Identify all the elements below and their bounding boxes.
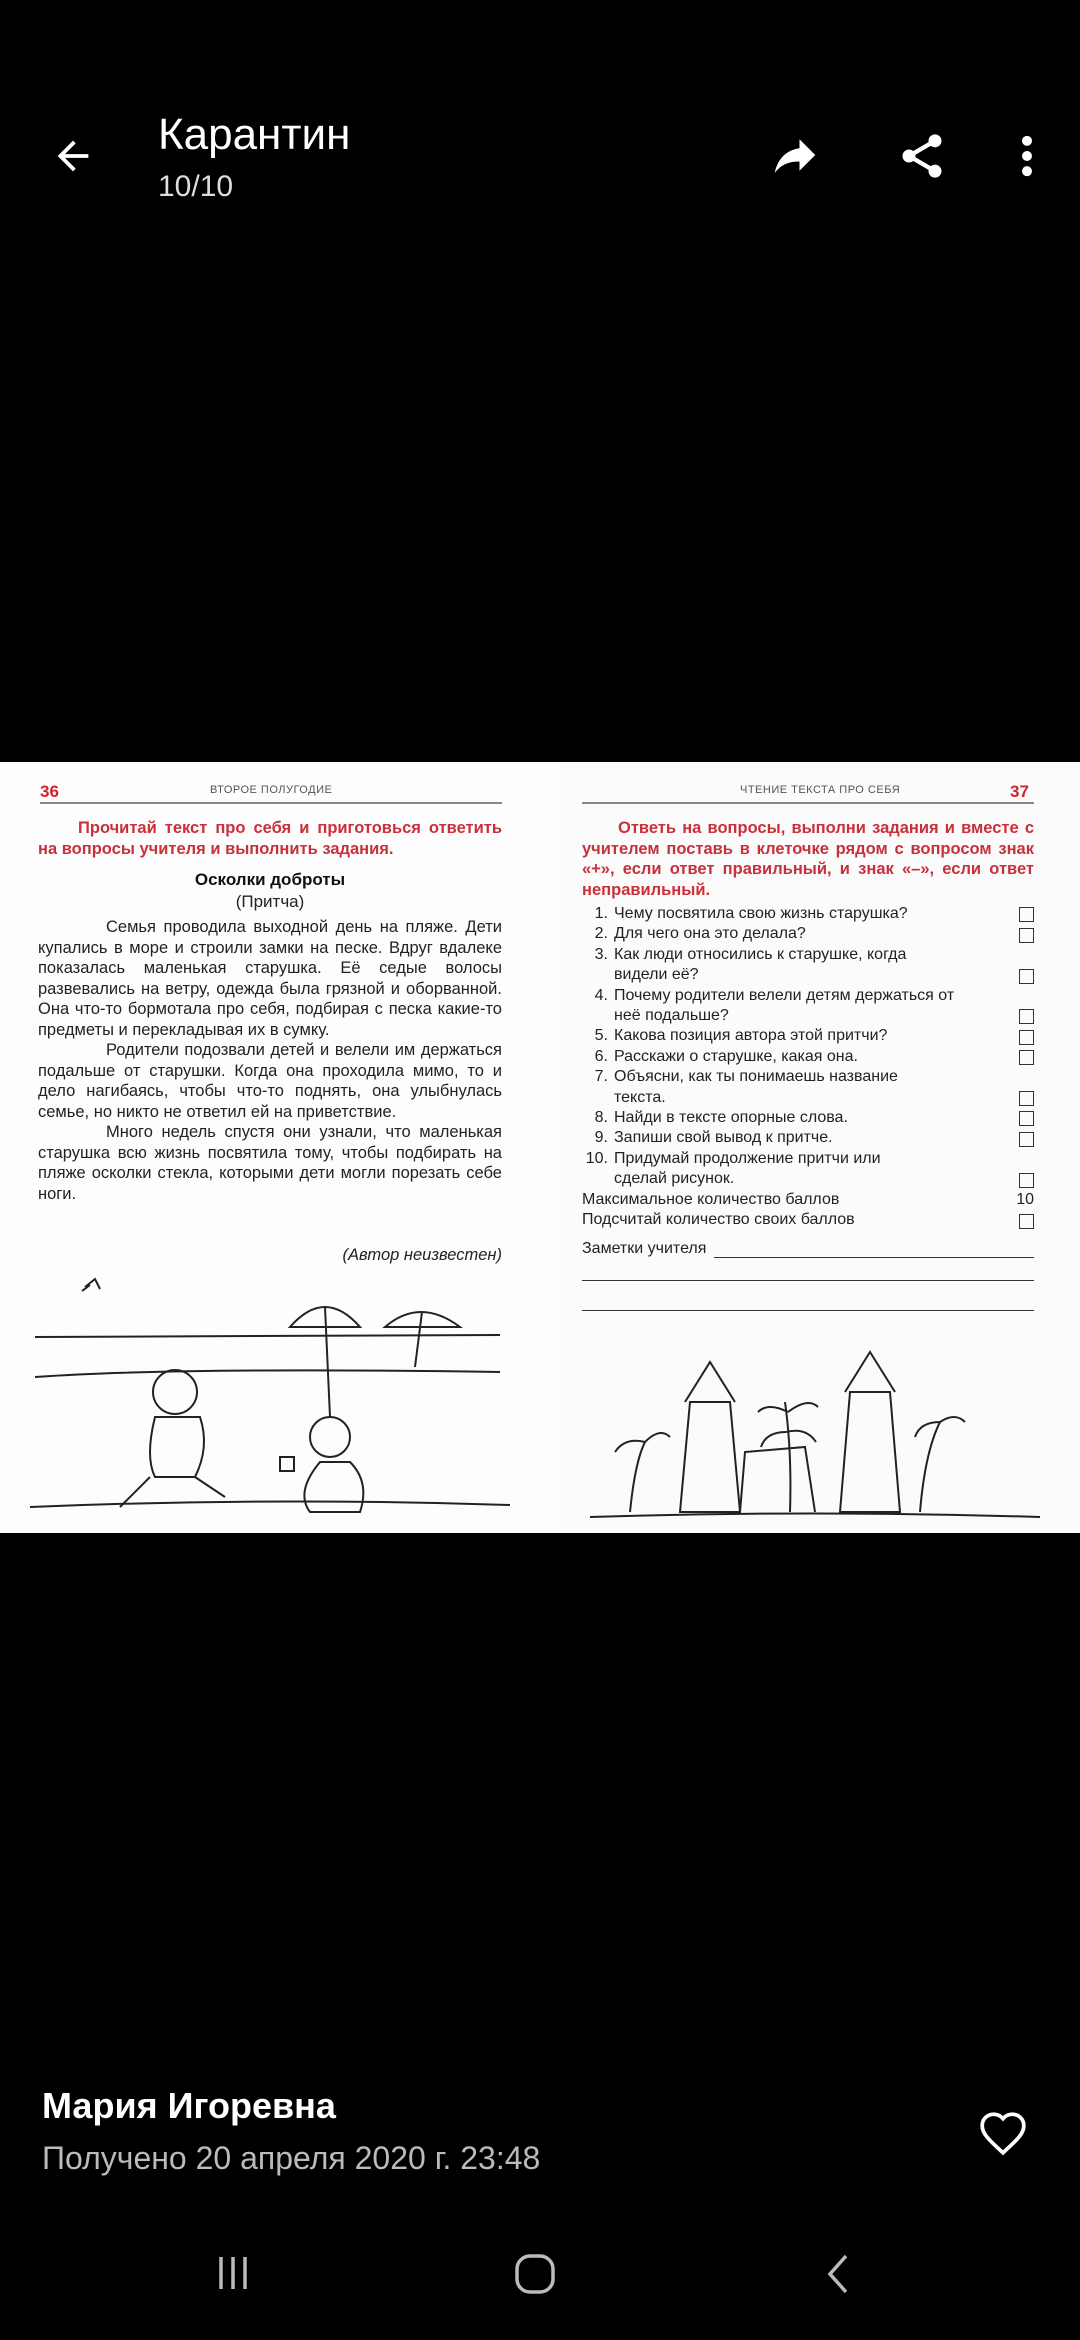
checkbox[interactable]: [1019, 1050, 1034, 1065]
question-item: 6. Расскажи о старушке, какая она.: [582, 1047, 1034, 1067]
sender-name: Мария Игоревна: [42, 2085, 336, 2126]
question-item: 5. Какова позиция автора этой притчи?: [582, 1026, 1034, 1046]
paragraph: Родители подозвали детей и велели им держаться подальше от старушки. Когда она проходила мимо, то и дело нагибаясь, чтобы что-то поднять, она улыбнулась семье, но никто не ответил ей на приветствие.: [38, 1041, 502, 1121]
checkbox[interactable]: [1019, 1173, 1034, 1188]
left-page: [0, 762, 540, 1533]
notes-line: [582, 1310, 1034, 1311]
question-item: 10. Придумай продолжение притчи или сделай рисунок.: [582, 1149, 1034, 1190]
instruction: Прочитай текст про себя и приготовься ответить на вопросы учителя и выполнить задания.: [38, 819, 502, 858]
share-icon[interactable]: [896, 130, 948, 182]
checkbox[interactable]: [1019, 907, 1034, 922]
page-number: 37: [1010, 782, 1029, 801]
instruction: Ответь на вопросы, выполни задания и вместе с учителем поставь в клеточке рядом с вопросом знак «+», если ответ правильный, и знак «–», если ответ неправильный.: [582, 819, 1034, 899]
checkbox[interactable]: [1019, 1091, 1034, 1106]
question-item: 7. Объясни, как ты понимаешь название текста.: [582, 1067, 1034, 1108]
story-title: Осколки доброты: [194, 870, 346, 889]
sandcastle-illustration: [590, 1322, 1040, 1522]
own-score-row: Подсчитай количество своих баллов: [582, 1210, 1034, 1230]
question-item: 9. Запиши свой вывод к притче.: [582, 1128, 1034, 1148]
checkbox[interactable]: [1019, 969, 1034, 984]
question-item: 2. Для чего она это делала?: [582, 924, 1034, 944]
album-title: Карантин: [158, 110, 351, 159]
checkbox[interactable]: [1019, 1214, 1034, 1229]
paragraph: Семья проводила выходной день на пляже. Дети купались в море и строили замки на песке. Вдруг вдалеке показалась маленькая старушка. Её седые волосы развевались на ветру, одежда была грязной и оборванной. Она что-то бормотала про себя, подбирая с песка какие-то предметы и перекладывая их в сумку.: [38, 918, 502, 1039]
question-item: 1. Чему посвятила свою жизнь старушка?: [582, 904, 1034, 924]
back-arrow-icon[interactable]: [50, 133, 96, 179]
home-icon[interactable]: [513, 2252, 557, 2296]
right-page: [560, 762, 1080, 1533]
story-subtitle: (Притча): [235, 892, 305, 911]
divider: [582, 802, 1034, 804]
story-text: [38, 917, 502, 1204]
received-timestamp: Получено 20 апреля 2020 г. 23:48: [42, 2140, 541, 2176]
question-item: 3. Как люди относились к старушке, когда видели её?: [582, 945, 1034, 986]
checkbox[interactable]: [1019, 1111, 1034, 1126]
checkbox[interactable]: [1019, 928, 1034, 943]
forward-icon[interactable]: [765, 128, 825, 182]
more-vert-icon[interactable]: [1010, 130, 1044, 182]
heart-icon[interactable]: [978, 2110, 1028, 2156]
paragraph: Много недель спустя они узнали, что маленькая старушка всю жизнь посвятила тому, чтобы подбирать на пляже осколки стекла, которыми дети могли порезать себе ноги.: [38, 1123, 502, 1203]
max-score: 10: [1016, 1190, 1034, 1208]
question-item: 4. Почему родители велели детям держаться от неё подальше?: [582, 986, 1034, 1027]
author: (Автор неизвестен): [342, 1246, 502, 1264]
question-list: [582, 904, 1034, 1231]
recent-apps-icon[interactable]: [213, 2253, 253, 2293]
running-head: ВТОРОЕ ПОЛУГОДИЕ: [210, 784, 333, 796]
nav-back-icon[interactable]: [822, 2252, 852, 2296]
image-counter: 10/10: [158, 170, 234, 203]
divider: [40, 802, 502, 804]
page-number: 36: [40, 782, 59, 801]
beach-illustration: [30, 1267, 510, 1517]
running-head: ЧТЕНИЕ ТЕКСТА ПРО СЕБЯ: [740, 784, 901, 796]
photo-textbook-spread[interactable]: [0, 762, 1080, 1533]
checkbox[interactable]: [1019, 1030, 1034, 1045]
checkbox[interactable]: [1019, 1132, 1034, 1147]
checkbox[interactable]: [1019, 1009, 1034, 1024]
max-score-row: Максимальное количество баллов 10: [582, 1190, 1034, 1210]
notes-line: [582, 1280, 1034, 1281]
teacher-notes: Заметки учителя: [582, 1240, 1034, 1258]
question-item: 8. Найди в тексте опорные слова.: [582, 1108, 1034, 1128]
